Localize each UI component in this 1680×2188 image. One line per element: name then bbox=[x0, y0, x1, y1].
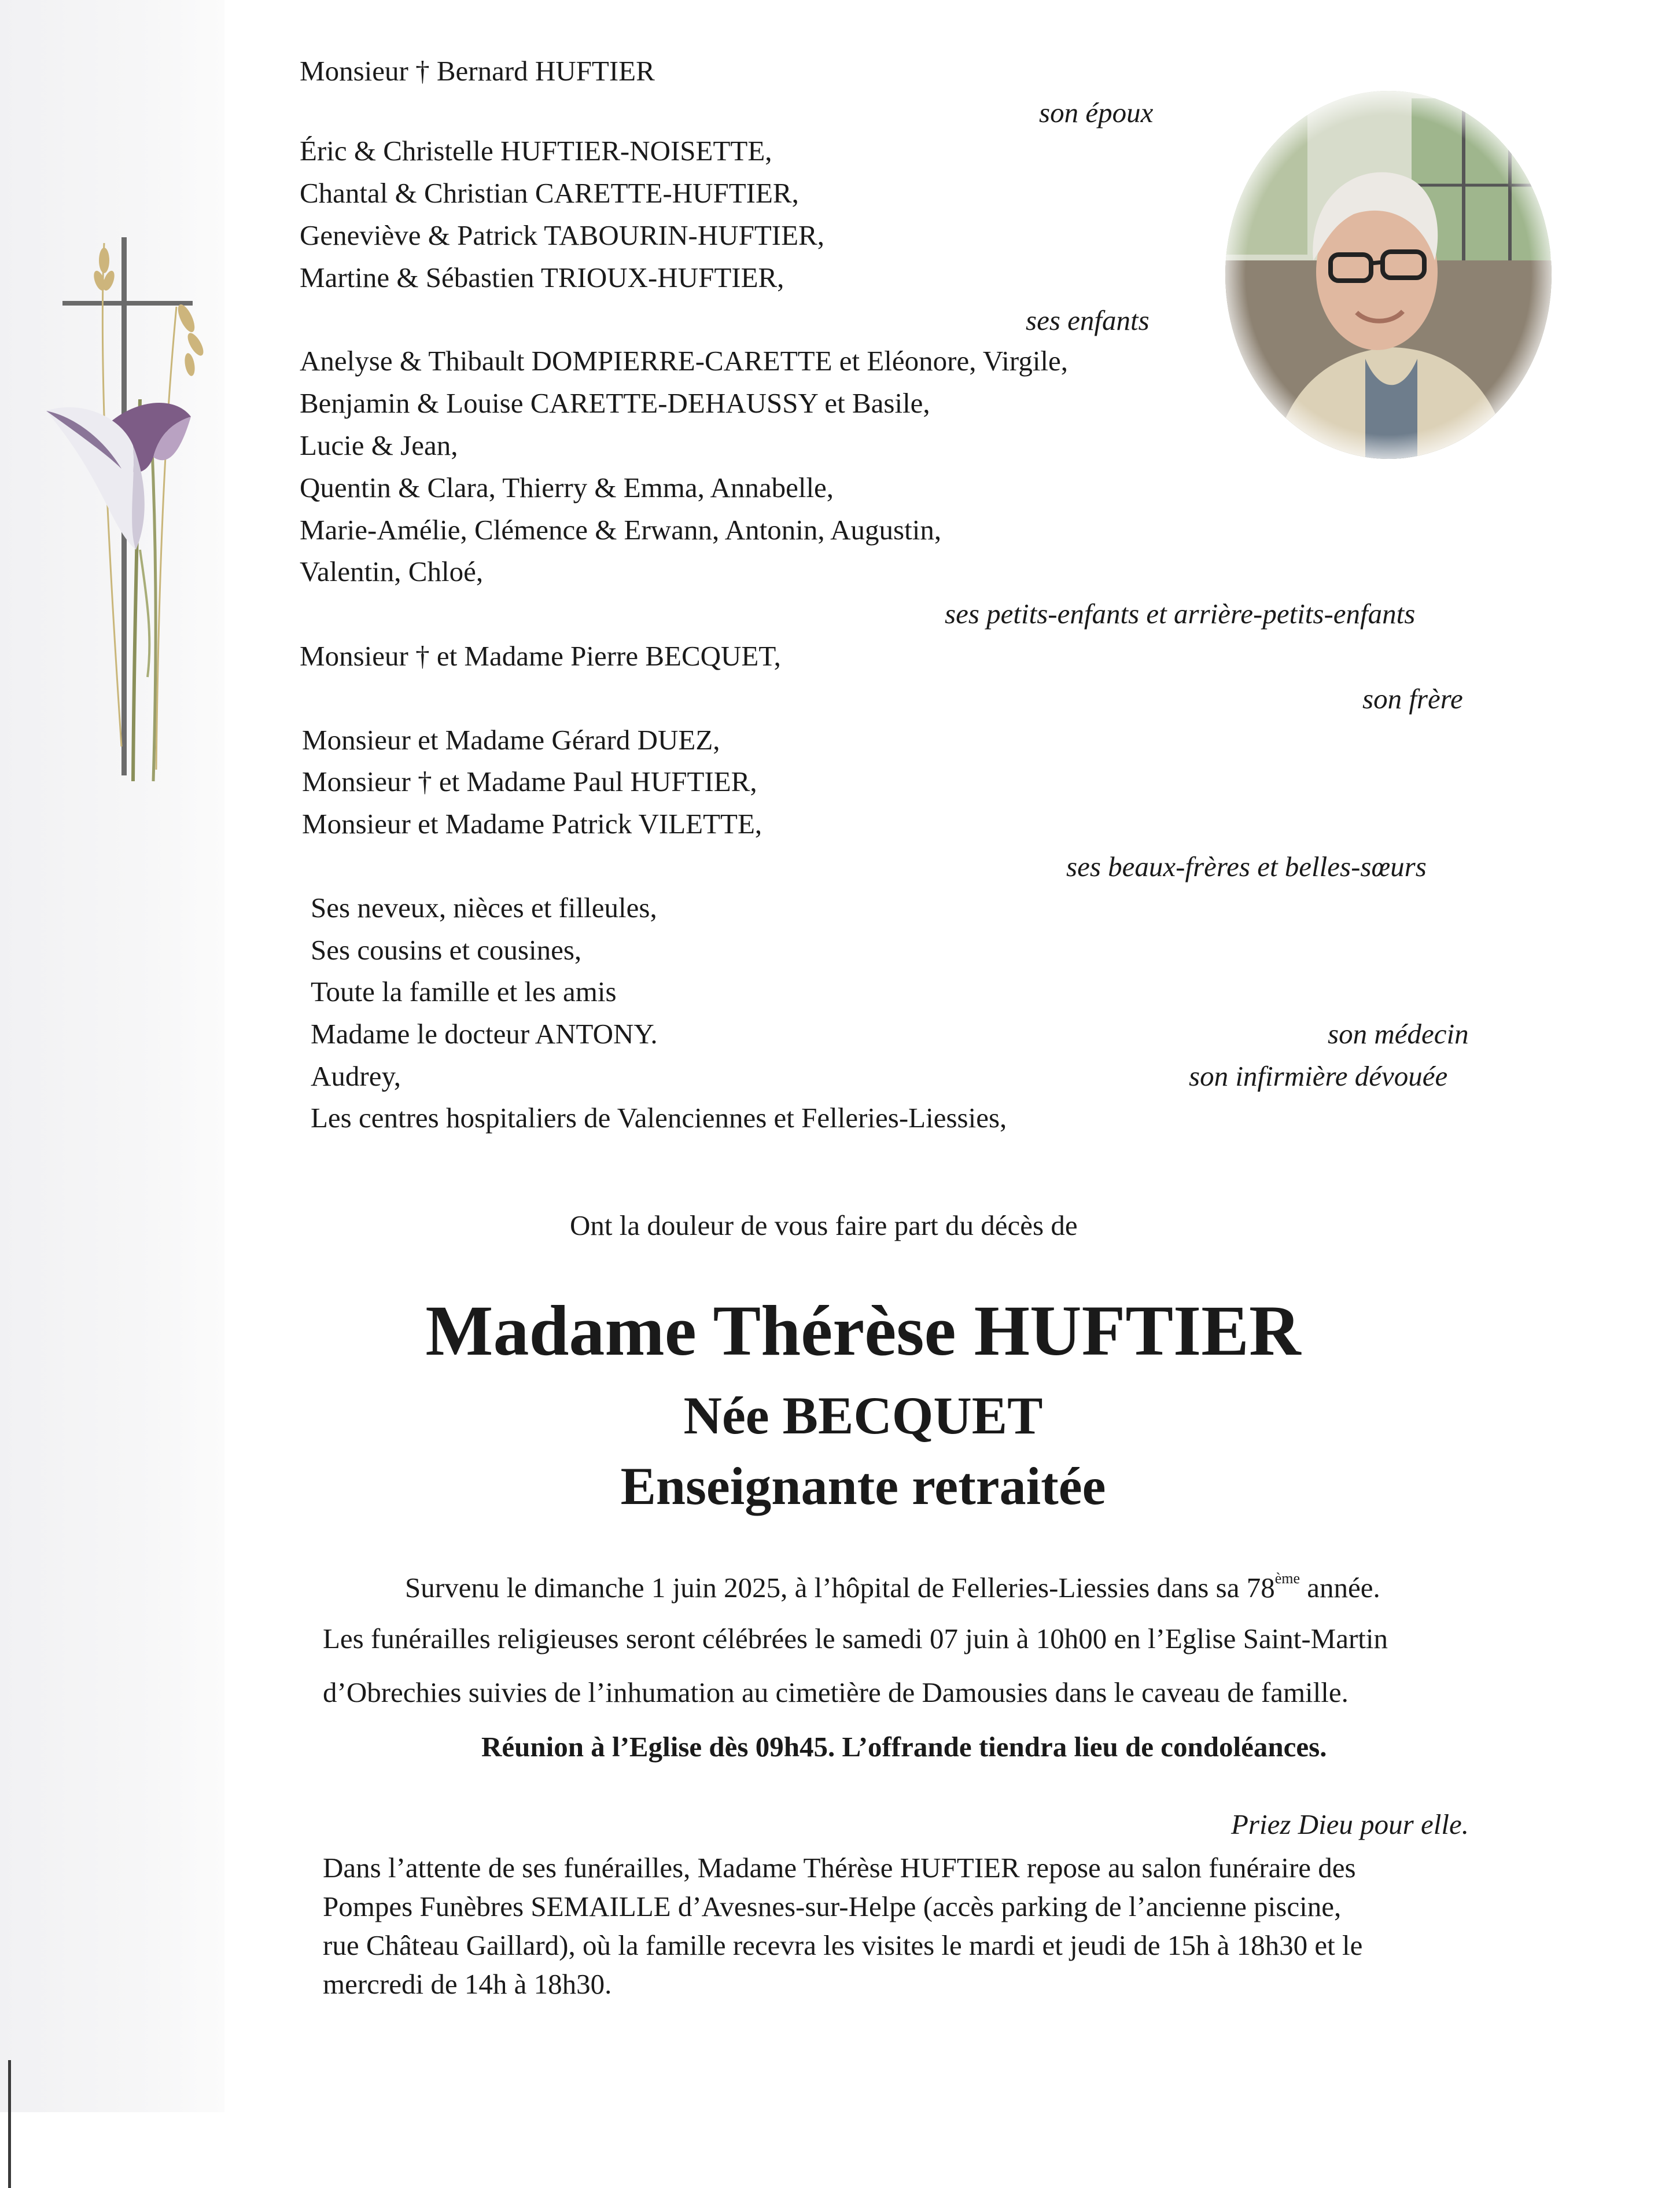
grandchildren-role: ses petits-enfants et arrière-petits-enfants bbox=[945, 598, 1416, 630]
grandchild-line: Valentin, Chloé, bbox=[300, 556, 484, 587]
child-line: Geneviève & Patrick TABOURIN-HUFTIER, bbox=[300, 219, 824, 251]
cross-calla-lily-wheat-icon bbox=[35, 226, 243, 804]
visit-line: Dans l’attente de ses funérailles, Madame Thérèse HUFTIER repose au salon funéraire des bbox=[323, 1852, 1356, 1884]
portrait-photo bbox=[1221, 87, 1556, 463]
hospitals-line: Les centres hospitaliers de Valenciennes et Felleries-Liessies, bbox=[311, 1102, 1007, 1134]
child-line: Martine & Sébastien TRIOUX-HUFTIER, bbox=[300, 262, 784, 293]
nurse-role: son infirmière dévouée bbox=[1189, 1060, 1448, 1092]
scan-edge-line bbox=[8, 2060, 11, 2188]
visit-line: rue Château Gaillard), où la famille recevra les visites le mardi et jeudi de 15h à 18h30 et le bbox=[323, 1929, 1363, 1961]
visit-line: Pompes Funèbres SEMAILLE d’Avesnes-sur-Helpe (accès parking de l’ancienne piscine, bbox=[323, 1891, 1342, 1922]
in-laws-role: ses beaux-frères et belles-sœurs bbox=[1066, 851, 1427, 882]
brother-role: son frère bbox=[1362, 683, 1463, 715]
funeral-line: d’Obrechies suivies de l’inhumation au cimetière de Damousies dans le caveau de famille. bbox=[323, 1676, 1349, 1708]
ordinal-suffix: ème bbox=[1274, 1570, 1300, 1587]
grandchild-line: Marie-Amélie, Clémence & Erwann, Antonin, Augustin, bbox=[300, 514, 942, 546]
profession: Enseignante retraitée bbox=[620, 1457, 1106, 1516]
death-text-end: année. bbox=[1300, 1572, 1380, 1604]
others-line: Ses cousins et cousines, bbox=[311, 934, 582, 966]
child-line: Éric & Christelle HUFTIER-NOISETTE, bbox=[300, 135, 772, 167]
children-role: ses enfants bbox=[1026, 304, 1150, 336]
deceased-name: Madame Thérèse HUFTIER bbox=[425, 1291, 1301, 1370]
brother-line: Monsieur † et Madame Pierre BECQUET, bbox=[300, 640, 781, 672]
doctor-role: son médecin bbox=[1328, 1018, 1469, 1050]
others-line: Ses neveux, nièces et filleules, bbox=[311, 892, 657, 924]
maiden-name: Née BECQUET bbox=[683, 1386, 1043, 1445]
death-text: Survenu le dimanche 1 juin 2025, à l’hôpital de Felleries-Liessies dans sa 78 bbox=[405, 1572, 1275, 1604]
grandchild-line: Anelyse & Thibault DOMPIERRE-CARETTE et Eléonore, Virgile, bbox=[300, 345, 1069, 377]
death-details bbox=[405, 1570, 1380, 1604]
doctor-line: Madame le docteur ANTONY. bbox=[311, 1018, 658, 1050]
meeting-line: Réunion à l’Eglise dès 09h45. L’offrande tiendra lieu de condoléances. bbox=[481, 1731, 1327, 1763]
spouse-role: son époux bbox=[1039, 97, 1154, 128]
spouse-line: Monsieur † Bernard HUFTIER bbox=[300, 55, 655, 87]
visit-line: mercredi de 14h à 18h30. bbox=[323, 1968, 612, 2000]
in-law-line: Monsieur et Madame Patrick VILETTE, bbox=[302, 808, 762, 840]
child-line: Chantal & Christian CARETTE-HUFTIER, bbox=[300, 177, 799, 209]
in-law-line: Monsieur et Madame Gérard DUEZ, bbox=[302, 724, 720, 756]
announcement-intro: Ont la douleur de vous faire part du décès de bbox=[570, 1209, 1078, 1241]
grandchild-line: Quentin & Clara, Thierry & Emma, Annabelle, bbox=[300, 472, 834, 503]
grandchild-line: Benjamin & Louise CARETTE-DEHAUSSY et Basile, bbox=[300, 387, 930, 419]
in-law-line: Monsieur † et Madame Paul HUFTIER, bbox=[302, 766, 757, 797]
others-line: Toute la famille et les amis bbox=[311, 976, 617, 1007]
nurse-line: Audrey, bbox=[311, 1060, 401, 1092]
funeral-line: Les funérailles religieuses seront célébrées le samedi 07 juin à 10h00 en l’Eglise Saint-Martin bbox=[323, 1623, 1388, 1654]
grandchild-line: Lucie & Jean, bbox=[300, 429, 458, 461]
prayer-line: Priez Dieu pour elle. bbox=[1231, 1808, 1469, 1840]
